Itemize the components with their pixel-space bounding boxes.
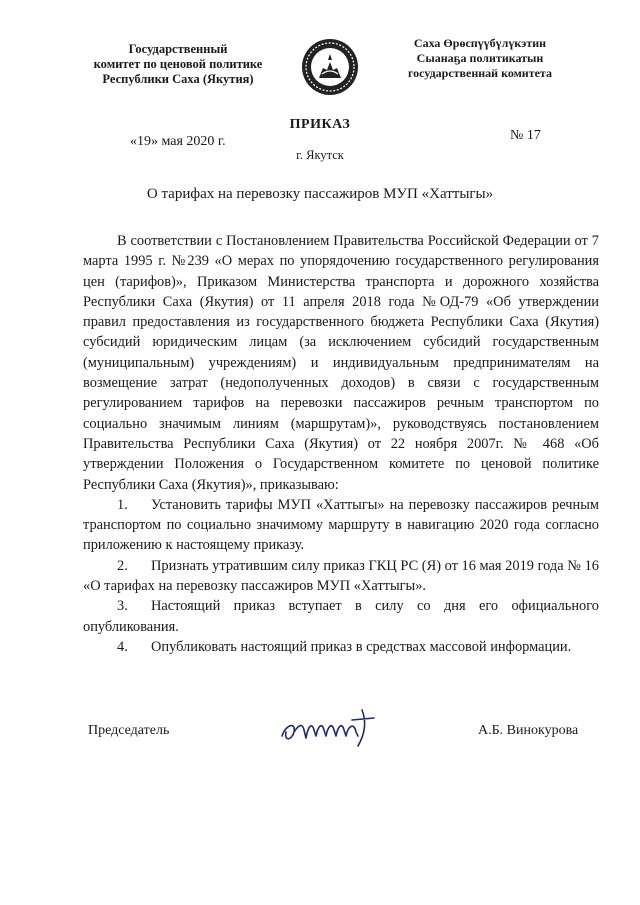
- order-date: «19» мая 2020 г.: [130, 134, 226, 149]
- order-item: [83, 637, 599, 657]
- order-item: [83, 596, 599, 637]
- header-left-line: Государственный: [128, 42, 228, 56]
- header-left-organization: [78, 42, 278, 87]
- coat-of-arms-emblem-icon: [301, 38, 359, 96]
- signatory-position: Председатель: [88, 723, 170, 738]
- item-number: 4.: [117, 638, 128, 655]
- order-preamble: В соответствии с Постановлением Правительства Российской Федерации от 7 марта 1995 г. №239 «О мерах по упорядочению государственного регулирования цен (тарифов)», Приказом Министерства транспорта и дорожного хозяйства Республики Саха (Якутия) от 11 апреля 2018 года №ОД-79 «Об утверждении правил предоставления из государственного бюджета Республики Саха (Якутия) субсидий юридическим лицам (за исключением субсидий государственным (муниципальным) учреждениям) и индивидуальным предпринимателям на возмещение затрат (недополученных доходов) в связи с государственным регулированием тарифов на перевозки пассажиров речным транспортом по социально значимым линиям (маршрутам)», руководствуясь постановлением Правительства Республики Саха (Якутия) от 22 ноября 2007г. № 468 «Об утверждении Положения о Государственном комитете по ценовой политике Республики Саха (Якутия)», приказываю:: [83, 233, 599, 493]
- item-text: Признать утратившим силу приказ ГКЦ РС (Я) от 16 мая 2019 года № 16 «О тарифах на перевозку пассажиров МУП «Хаттыгы».: [83, 557, 599, 595]
- order-title: ПРИКАЗ: [289, 117, 351, 132]
- header-right-line: государственнай комитета: [408, 66, 552, 80]
- header-right-line: Сыанаҕа политикатын: [416, 51, 544, 65]
- header-right-organization: [362, 36, 598, 81]
- order-number: № 17: [510, 128, 541, 143]
- signatory-name: А.Б. Винокурова: [478, 723, 579, 738]
- order-item: [83, 495, 599, 556]
- handwritten-signature-icon: [278, 702, 390, 752]
- item-text: Установить тарифы МУП «Хаттыгы» на перевозку пассажиров речным транспортом по социально значимому маршруту в навигацию 2020 года согласно приложению к настоящему приказу.: [83, 496, 599, 554]
- item-number: 3.: [117, 598, 128, 615]
- header-left-line: комитет по ценовой политике: [93, 57, 263, 71]
- order-body: [83, 231, 599, 657]
- item-text: Настоящий приказ вступает в силу со дня его официального опубликования.: [83, 598, 599, 635]
- order-city: г. Якутск: [296, 148, 344, 162]
- item-number: 2.: [117, 557, 128, 574]
- order-item: [83, 556, 599, 597]
- header-right-line: Саха Өрөспүүбүлүкэтин: [413, 36, 547, 50]
- header-left-line: Республики Саха (Якутия): [102, 72, 254, 86]
- item-number: 1.: [117, 496, 128, 513]
- item-text: Опубликовать настоящий приказ в средствах массовой информации.: [151, 638, 572, 655]
- order-subject: О тарифах на перевозку пассажиров МУП «Хаттыгы»: [146, 186, 494, 202]
